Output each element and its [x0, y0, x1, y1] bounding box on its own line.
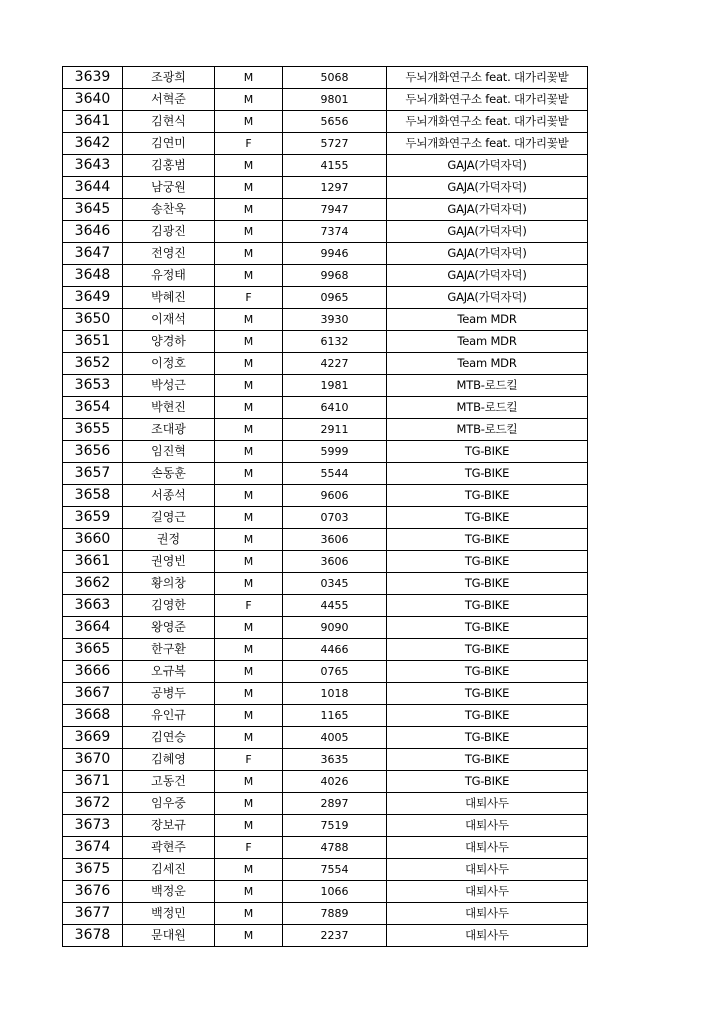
cell-participant-name: 조대광 — [123, 419, 215, 441]
cell-team-name: 두뇌개화연구소 feat. 대가리꽃밭 — [387, 133, 588, 155]
cell-entry-number: 3661 — [63, 551, 123, 573]
cell-gender: M — [215, 815, 283, 837]
cell-participant-name: 서종석 — [123, 485, 215, 507]
cell-team-name: GAJA(가덕자덕) — [387, 287, 588, 309]
cell-id-number: 1018 — [283, 683, 387, 705]
cell-team-name: TG-BIKE — [387, 639, 588, 661]
table-row — [63, 441, 588, 463]
table-row — [63, 221, 588, 243]
cell-gender: M — [215, 199, 283, 221]
cell-gender: M — [215, 353, 283, 375]
cell-gender: M — [215, 881, 283, 903]
cell-entry-number: 3667 — [63, 683, 123, 705]
cell-entry-number: 3668 — [63, 705, 123, 727]
cell-participant-name: 권영빈 — [123, 551, 215, 573]
cell-entry-number: 3653 — [63, 375, 123, 397]
cell-gender: M — [215, 441, 283, 463]
cell-team-name: Team MDR — [387, 353, 588, 375]
cell-entry-number: 3643 — [63, 155, 123, 177]
cell-participant-name: 권정 — [123, 529, 215, 551]
cell-gender: M — [215, 683, 283, 705]
cell-id-number: 5068 — [283, 67, 387, 89]
cell-entry-number: 3678 — [63, 925, 123, 947]
cell-participant-name: 유인규 — [123, 705, 215, 727]
cell-participant-name: 김광진 — [123, 221, 215, 243]
table-row — [63, 639, 588, 661]
cell-id-number: 9968 — [283, 265, 387, 287]
cell-entry-number: 3654 — [63, 397, 123, 419]
cell-participant-name: 장보규 — [123, 815, 215, 837]
cell-gender: M — [215, 309, 283, 331]
cell-participant-name: 오규복 — [123, 661, 215, 683]
table-row — [63, 485, 588, 507]
cell-entry-number: 3672 — [63, 793, 123, 815]
cell-participant-name: 한구환 — [123, 639, 215, 661]
cell-participant-name: 남궁원 — [123, 177, 215, 199]
cell-gender: M — [215, 661, 283, 683]
table-row — [63, 463, 588, 485]
cell-team-name: Team MDR — [387, 331, 588, 353]
cell-gender: M — [215, 265, 283, 287]
cell-entry-number: 3641 — [63, 111, 123, 133]
cell-participant-name: 임우중 — [123, 793, 215, 815]
table-row — [63, 595, 588, 617]
cell-entry-number: 3669 — [63, 727, 123, 749]
cell-gender: M — [215, 925, 283, 947]
cell-entry-number: 3659 — [63, 507, 123, 529]
table-row — [63, 265, 588, 287]
cell-gender: M — [215, 529, 283, 551]
cell-team-name: 대퇴사두 — [387, 793, 588, 815]
cell-entry-number: 3656 — [63, 441, 123, 463]
table-row — [63, 925, 588, 947]
cell-id-number: 4788 — [283, 837, 387, 859]
cell-entry-number: 3670 — [63, 749, 123, 771]
cell-team-name: TG-BIKE — [387, 507, 588, 529]
table-row — [63, 617, 588, 639]
table-row — [63, 287, 588, 309]
cell-gender: F — [215, 837, 283, 859]
table-row — [63, 661, 588, 683]
cell-id-number: 0703 — [283, 507, 387, 529]
cell-gender: M — [215, 727, 283, 749]
cell-id-number: 5999 — [283, 441, 387, 463]
cell-participant-name: 김연승 — [123, 727, 215, 749]
cell-id-number: 4155 — [283, 155, 387, 177]
table-row — [63, 771, 588, 793]
cell-participant-name: 문대원 — [123, 925, 215, 947]
cell-team-name: MTB-로드킬 — [387, 397, 588, 419]
cell-team-name: 대퇴사두 — [387, 837, 588, 859]
table-row — [63, 551, 588, 573]
table-row — [63, 133, 588, 155]
cell-team-name: GAJA(가덕자덕) — [387, 155, 588, 177]
cell-gender: M — [215, 375, 283, 397]
cell-team-name: TG-BIKE — [387, 617, 588, 639]
cell-entry-number: 3675 — [63, 859, 123, 881]
cell-id-number: 1981 — [283, 375, 387, 397]
table-row — [63, 573, 588, 595]
cell-participant-name: 손동훈 — [123, 463, 215, 485]
cell-gender: M — [215, 793, 283, 815]
cell-entry-number: 3676 — [63, 881, 123, 903]
cell-team-name: MTB-로드킬 — [387, 419, 588, 441]
cell-participant-name: 송찬욱 — [123, 199, 215, 221]
cell-id-number: 6132 — [283, 331, 387, 353]
cell-gender: M — [215, 705, 283, 727]
cell-gender: F — [215, 595, 283, 617]
cell-team-name: GAJA(가덕자덕) — [387, 199, 588, 221]
cell-entry-number: 3648 — [63, 265, 123, 287]
cell-participant-name: 이정호 — [123, 353, 215, 375]
cell-team-name: 두뇌개화연구소 feat. 대가리꽃밭 — [387, 67, 588, 89]
cell-participant-name: 공병두 — [123, 683, 215, 705]
cell-id-number: 1297 — [283, 177, 387, 199]
cell-entry-number: 3647 — [63, 243, 123, 265]
cell-gender: M — [215, 573, 283, 595]
table-row — [63, 155, 588, 177]
cell-team-name: TG-BIKE — [387, 529, 588, 551]
cell-participant-name: 박성근 — [123, 375, 215, 397]
cell-entry-number: 3660 — [63, 529, 123, 551]
table-row — [63, 89, 588, 111]
cell-team-name: MTB-로드킬 — [387, 375, 588, 397]
cell-participant-name: 임진혁 — [123, 441, 215, 463]
cell-participant-name: 김현식 — [123, 111, 215, 133]
cell-id-number: 4466 — [283, 639, 387, 661]
table-row — [63, 331, 588, 353]
cell-gender: M — [215, 111, 283, 133]
table-row — [63, 837, 588, 859]
cell-gender: M — [215, 419, 283, 441]
table-row — [63, 793, 588, 815]
cell-id-number: 5727 — [283, 133, 387, 155]
cell-gender: M — [215, 155, 283, 177]
cell-gender: M — [215, 639, 283, 661]
cell-team-name: 대퇴사두 — [387, 903, 588, 925]
cell-id-number: 0345 — [283, 573, 387, 595]
cell-id-number: 4455 — [283, 595, 387, 617]
cell-gender: M — [215, 463, 283, 485]
cell-team-name: 두뇌개화연구소 feat. 대가리꽃밭 — [387, 89, 588, 111]
cell-team-name: 대퇴사두 — [387, 859, 588, 881]
cell-team-name: TG-BIKE — [387, 485, 588, 507]
cell-participant-name: 조광희 — [123, 67, 215, 89]
cell-entry-number: 3658 — [63, 485, 123, 507]
cell-team-name: TG-BIKE — [387, 441, 588, 463]
cell-gender: M — [215, 331, 283, 353]
cell-participant-name: 박현진 — [123, 397, 215, 419]
cell-entry-number: 3664 — [63, 617, 123, 639]
table-row — [63, 199, 588, 221]
cell-id-number: 5656 — [283, 111, 387, 133]
cell-id-number: 4026 — [283, 771, 387, 793]
participant-table-body — [63, 67, 588, 947]
cell-entry-number: 3640 — [63, 89, 123, 111]
table-row — [63, 419, 588, 441]
cell-participant-name: 고동건 — [123, 771, 215, 793]
cell-participant-name: 김혜영 — [123, 749, 215, 771]
table-row — [63, 507, 588, 529]
cell-gender: M — [215, 177, 283, 199]
table-row — [63, 727, 588, 749]
cell-gender: F — [215, 133, 283, 155]
cell-team-name: TG-BIKE — [387, 705, 588, 727]
table-row — [63, 815, 588, 837]
cell-id-number: 7947 — [283, 199, 387, 221]
table-row — [63, 749, 588, 771]
cell-team-name: GAJA(가덕자덕) — [387, 265, 588, 287]
cell-entry-number: 3673 — [63, 815, 123, 837]
cell-id-number: 2237 — [283, 925, 387, 947]
cell-gender: M — [215, 551, 283, 573]
cell-entry-number: 3645 — [63, 199, 123, 221]
cell-team-name: 대퇴사두 — [387, 925, 588, 947]
cell-participant-name: 서혁준 — [123, 89, 215, 111]
cell-gender: M — [215, 507, 283, 529]
cell-team-name: TG-BIKE — [387, 573, 588, 595]
cell-entry-number: 3671 — [63, 771, 123, 793]
cell-participant-name: 이재석 — [123, 309, 215, 331]
cell-team-name: TG-BIKE — [387, 463, 588, 485]
cell-participant-name: 김홍범 — [123, 155, 215, 177]
table-row — [63, 375, 588, 397]
cell-participant-name: 김연미 — [123, 133, 215, 155]
cell-entry-number: 3651 — [63, 331, 123, 353]
cell-gender: M — [215, 67, 283, 89]
cell-participant-name: 유정태 — [123, 265, 215, 287]
cell-id-number: 3635 — [283, 749, 387, 771]
cell-gender: M — [215, 771, 283, 793]
cell-id-number: 3930 — [283, 309, 387, 331]
cell-gender: F — [215, 287, 283, 309]
cell-id-number: 9606 — [283, 485, 387, 507]
cell-entry-number: 3646 — [63, 221, 123, 243]
cell-team-name: TG-BIKE — [387, 727, 588, 749]
cell-id-number: 0765 — [283, 661, 387, 683]
cell-id-number: 7554 — [283, 859, 387, 881]
cell-participant-name: 황의창 — [123, 573, 215, 595]
cell-team-name: TG-BIKE — [387, 661, 588, 683]
cell-entry-number: 3663 — [63, 595, 123, 617]
cell-participant-name: 김세진 — [123, 859, 215, 881]
cell-id-number: 3606 — [283, 529, 387, 551]
cell-entry-number: 3639 — [63, 67, 123, 89]
cell-gender: M — [215, 221, 283, 243]
cell-participant-name: 왕영준 — [123, 617, 215, 639]
cell-team-name: TG-BIKE — [387, 683, 588, 705]
cell-participant-name: 곽현주 — [123, 837, 215, 859]
cell-team-name: TG-BIKE — [387, 551, 588, 573]
cell-entry-number: 3650 — [63, 309, 123, 331]
cell-id-number: 5544 — [283, 463, 387, 485]
cell-team-name: GAJA(가덕자덕) — [387, 243, 588, 265]
table-row — [63, 177, 588, 199]
table-row — [63, 859, 588, 881]
cell-team-name: GAJA(가덕자덕) — [387, 221, 588, 243]
cell-entry-number: 3642 — [63, 133, 123, 155]
table-row — [63, 309, 588, 331]
cell-entry-number: 3674 — [63, 837, 123, 859]
table-row — [63, 111, 588, 133]
cell-team-name: GAJA(가덕자덕) — [387, 177, 588, 199]
cell-entry-number: 3657 — [63, 463, 123, 485]
cell-entry-number: 3665 — [63, 639, 123, 661]
cell-participant-name: 박혜진 — [123, 287, 215, 309]
cell-id-number: 2897 — [283, 793, 387, 815]
cell-id-number: 6410 — [283, 397, 387, 419]
table-row — [63, 529, 588, 551]
cell-entry-number: 3677 — [63, 903, 123, 925]
cell-id-number: 7519 — [283, 815, 387, 837]
table-row — [63, 705, 588, 727]
table-row — [63, 243, 588, 265]
table-row — [63, 881, 588, 903]
cell-team-name: 두뇌개화연구소 feat. 대가리꽃밭 — [387, 111, 588, 133]
cell-participant-name: 전영진 — [123, 243, 215, 265]
cell-gender: M — [215, 859, 283, 881]
cell-entry-number: 3652 — [63, 353, 123, 375]
cell-entry-number: 3655 — [63, 419, 123, 441]
cell-team-name: TG-BIKE — [387, 749, 588, 771]
cell-participant-name: 백정운 — [123, 881, 215, 903]
cell-entry-number: 3666 — [63, 661, 123, 683]
table-row — [63, 67, 588, 89]
participant-table — [62, 66, 588, 947]
cell-id-number: 1066 — [283, 881, 387, 903]
table-row — [63, 397, 588, 419]
cell-gender: M — [215, 903, 283, 925]
cell-gender: M — [215, 397, 283, 419]
cell-id-number: 9090 — [283, 617, 387, 639]
cell-id-number: 7889 — [283, 903, 387, 925]
cell-gender: M — [215, 617, 283, 639]
cell-entry-number: 3644 — [63, 177, 123, 199]
cell-id-number: 0965 — [283, 287, 387, 309]
cell-team-name: TG-BIKE — [387, 771, 588, 793]
cell-id-number: 9801 — [283, 89, 387, 111]
cell-id-number: 2911 — [283, 419, 387, 441]
cell-team-name: 대퇴사두 — [387, 815, 588, 837]
cell-gender: M — [215, 243, 283, 265]
cell-id-number: 7374 — [283, 221, 387, 243]
cell-participant-name: 양경하 — [123, 331, 215, 353]
cell-id-number: 4227 — [283, 353, 387, 375]
cell-gender: M — [215, 485, 283, 507]
cell-team-name: TG-BIKE — [387, 595, 588, 617]
cell-participant-name: 길영근 — [123, 507, 215, 529]
cell-id-number: 9946 — [283, 243, 387, 265]
cell-entry-number: 3649 — [63, 287, 123, 309]
cell-team-name: Team MDR — [387, 309, 588, 331]
cell-entry-number: 3662 — [63, 573, 123, 595]
table-row — [63, 353, 588, 375]
table-row — [63, 903, 588, 925]
cell-gender: F — [215, 749, 283, 771]
cell-gender: M — [215, 89, 283, 111]
table-row — [63, 683, 588, 705]
cell-id-number: 4005 — [283, 727, 387, 749]
cell-team-name: 대퇴사두 — [387, 881, 588, 903]
cell-participant-name: 김영한 — [123, 595, 215, 617]
cell-participant-name: 백정민 — [123, 903, 215, 925]
cell-id-number: 1165 — [283, 705, 387, 727]
cell-id-number: 3606 — [283, 551, 387, 573]
